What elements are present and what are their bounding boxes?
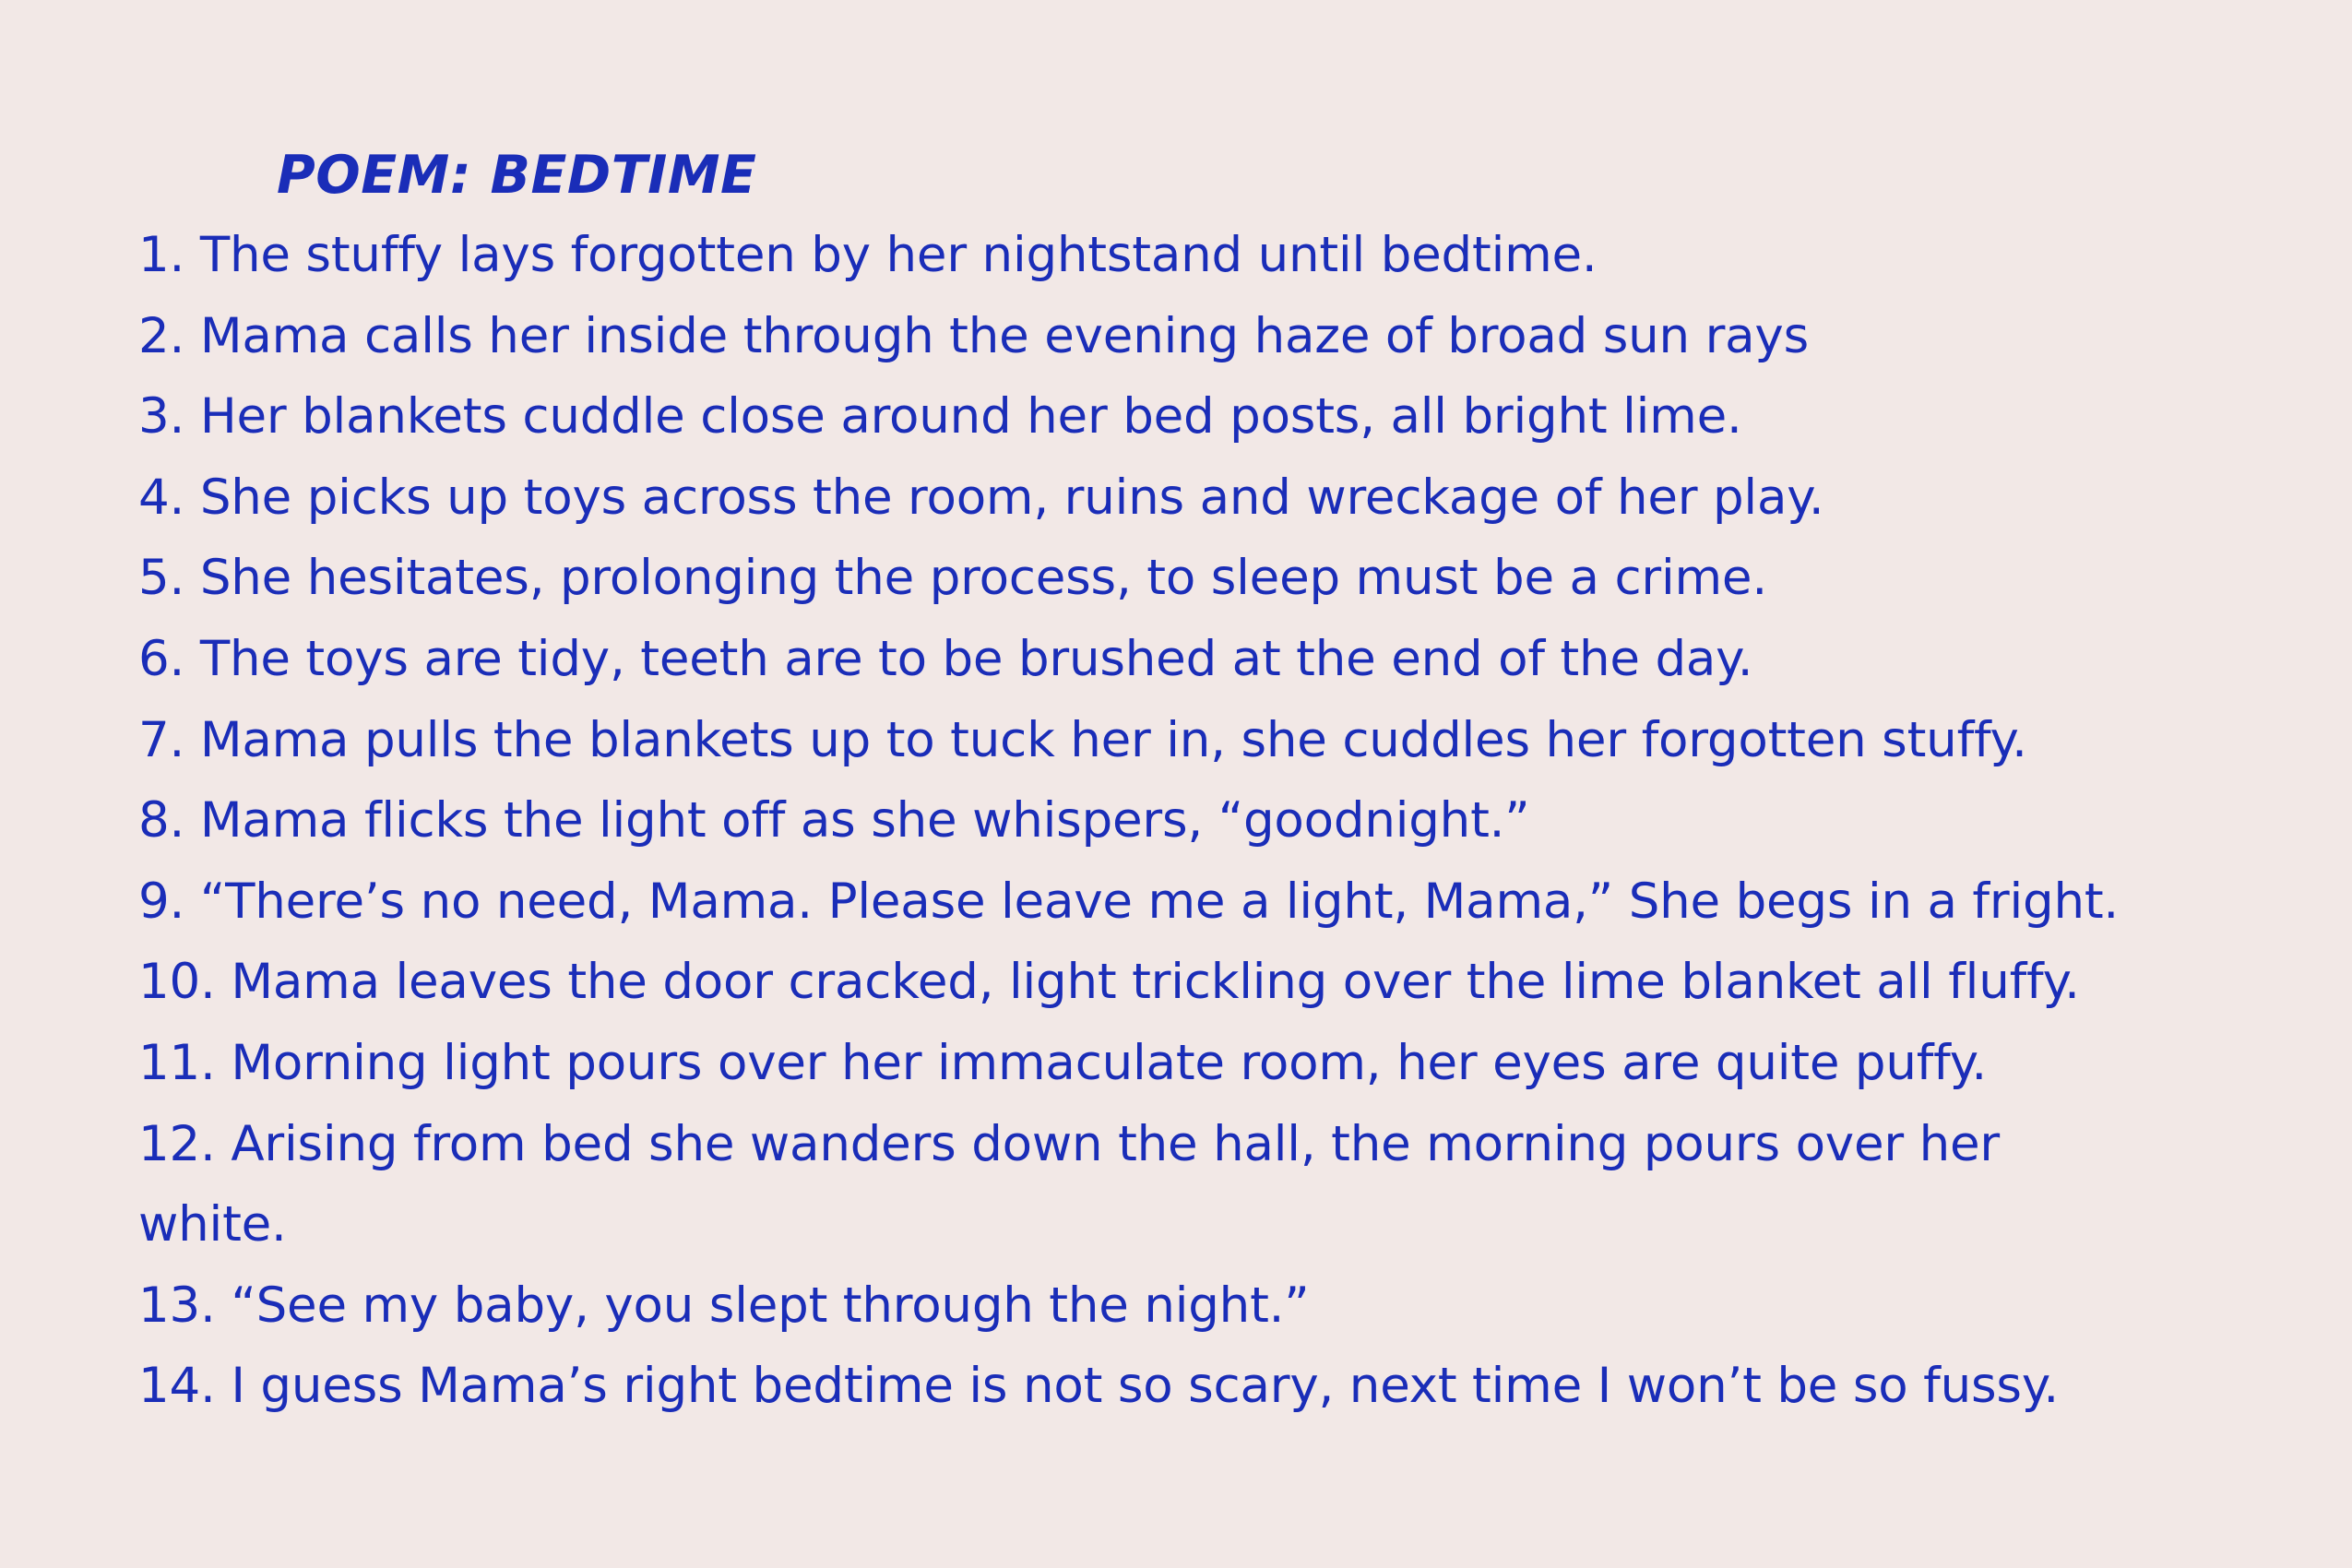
poem-line-12: 12. Arising from bed she wanders down the hall, the morning pours over her — [138, 1115, 2000, 1172]
poem-line-14: 14. I guess Mama’s right bedtime is not so scary, next time I won’t be so fussy. — [138, 1358, 2060, 1415]
poem-line-6: 6. The toys are tidy, teeth are to be brushed at the end of the day. — [138, 630, 1753, 687]
poem-lines — [138, 215, 2260, 1427]
poem-line-8: 8. Mama flicks the light off as she whispers, “goodnight.” — [138, 792, 1530, 849]
poem-line-7: 7. Mama pulls the blankets up to tuck her in, she cuddles her forgotten stuffy. — [138, 711, 2027, 768]
poem-line-4: 4. She picks up toys across the room, ruins and wreckage of her play. — [138, 469, 1824, 526]
poem-line-5: 5. She hesitates, prolonging the process, to sleep must be a crime. — [138, 550, 1767, 607]
poem-line-13: 13. “See my baby, you slept through the night.” — [138, 1277, 1310, 1334]
poem-line-11: 11. Morning light pours over her immaculate room, her eyes are quite puffy. — [138, 1034, 1987, 1091]
poem-line-3: 3. Her blankets cuddle close around her bed posts, all bright lime. — [138, 388, 1742, 445]
poem-title: POEM: BEDTIME — [277, 145, 757, 206]
poem-line-1: 1. The stuffy lays forgotten by her nightstand until bedtime. — [138, 227, 1598, 283]
poem-line-9: 9. “There’s no need, Mama. Please leave me a light, Mama,” She begs in a fright. — [138, 873, 2120, 930]
poem-line-2: 2. Mama calls her inside through the evening haze of broad sun rays — [138, 307, 1810, 364]
poem-line-10: 10. Mama leaves the door cracked, light trickling over the lime blanket all fluffy. — [138, 954, 2080, 1011]
poem-line-12-continued: white. — [138, 1196, 287, 1253]
